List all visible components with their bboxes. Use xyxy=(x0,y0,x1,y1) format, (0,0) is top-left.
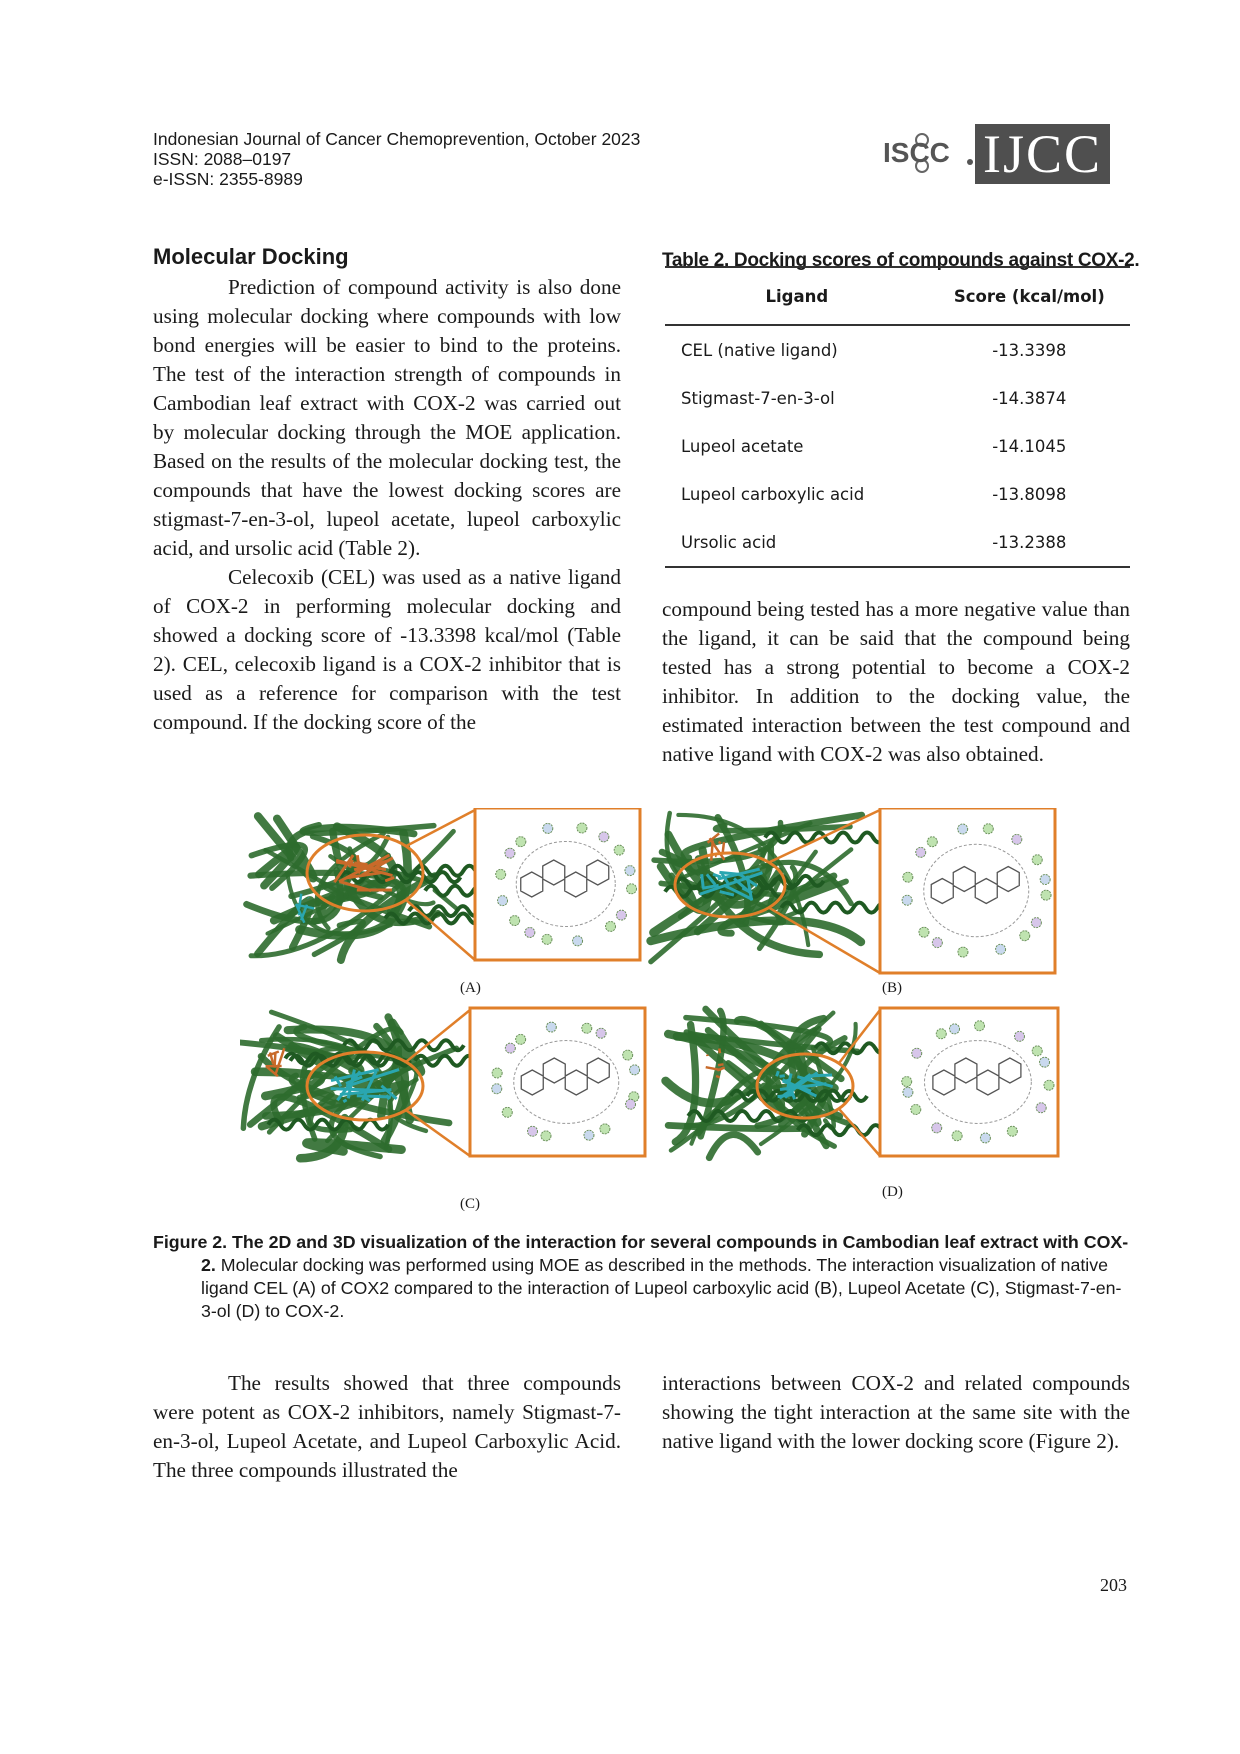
residue-circle xyxy=(912,1048,922,1058)
ligand-stick xyxy=(723,842,724,853)
ligand-cell: Ursolic acid xyxy=(665,518,929,567)
paragraph-3: compound being tested has a more negative value than the ligand, it can be said that the compound being tested has a strong potential to become a COX-2 inhibitor. In addition to the docking value, the estimated interaction between the test compound and native ligand with COX-2 was also obtained. xyxy=(662,597,1130,766)
residue-circle xyxy=(625,866,635,876)
residue-circle xyxy=(1012,834,1022,844)
residue-circle xyxy=(1036,1103,1046,1113)
residue-circle xyxy=(911,1104,921,1114)
ligand-stick xyxy=(718,842,720,843)
residue-circle xyxy=(919,927,929,937)
ligand-cell: Stigmast-7-en-3-ol xyxy=(681,388,835,408)
table-row xyxy=(665,470,1130,518)
residue-circle xyxy=(496,869,506,879)
table-header-score: Score (kcal/mol) xyxy=(929,267,1130,325)
page-number: 203 xyxy=(1100,1575,1127,1595)
residue-circle xyxy=(1031,918,1041,928)
figure-caption-lead: Figure 2. The 2D and 3D visualization of the interaction for several compounds in Cambodian leaf extract with COX-2. xyxy=(153,1232,1129,1275)
ligand-stick xyxy=(331,1089,384,1091)
score-cell: -14.3874 xyxy=(992,388,1067,408)
residue-circle xyxy=(952,1131,962,1141)
residue-circle xyxy=(573,936,583,946)
residue-circle xyxy=(902,895,912,905)
residue-circle xyxy=(599,832,609,842)
residue-circle xyxy=(614,845,624,855)
residue-circle xyxy=(630,1065,640,1075)
figure-caption xyxy=(153,1231,1130,1323)
paragraph-2: Celecoxib (CEL) was used as a native ligand of COX-2 in performing molecular docking and showed a docking score of -13.3398 kcal/mol (Table 2). CEL, celecoxib ligand is a COX-2 inhibitor that is used as a reference for comparison with the test compound. If the docking score of the xyxy=(153,565,621,734)
section-heading: Molecular Docking xyxy=(153,244,349,269)
residue-circle xyxy=(1007,1126,1017,1136)
ligand-stick xyxy=(702,874,704,888)
residue-circle xyxy=(525,927,535,937)
residue-circle xyxy=(577,823,587,833)
table-row xyxy=(665,374,1130,422)
ligand-stick xyxy=(780,1076,785,1077)
residue-circle xyxy=(958,947,968,957)
score-cell: -14.1045 xyxy=(992,436,1067,456)
iscc-logo-text: ISCC xyxy=(883,137,950,168)
residue-circle xyxy=(1040,874,1050,884)
residue-circle xyxy=(927,837,937,847)
panel-label-c: (C) xyxy=(460,1196,480,1212)
residue-circle xyxy=(626,1099,636,1109)
figure-2-graphic xyxy=(240,808,1070,1228)
paragraph-5: interactions between COX-2 and related compounds showing the tight interaction at the same site with the native ligand with the lower docking score (Figure 2). xyxy=(662,1371,1130,1453)
residue-circle xyxy=(498,896,508,906)
ligand-stick xyxy=(718,1064,723,1065)
table-row xyxy=(665,325,1130,374)
residue-circle xyxy=(996,944,1006,954)
residue-circle xyxy=(584,1130,594,1140)
paragraph-4: The results showed that three compounds were potent as COX-2 inhibitors, namely Stigmast-7-en-3-ol, Lupeol Acetate, and Lupeol Carboxylic Acid. The three compounds illustrated the xyxy=(153,1371,621,1482)
issn: ISSN: 2088–0197 xyxy=(153,149,292,169)
residue-circle xyxy=(958,824,968,834)
bottom-left-column xyxy=(153,1369,621,1485)
journal-title: Indonesian Journal of Cancer Chemoprevention, October 2023 xyxy=(153,129,641,149)
table-row xyxy=(665,422,1130,470)
residue-circle xyxy=(596,1028,606,1038)
residue-circle xyxy=(492,1084,502,1094)
residue-circle xyxy=(600,1124,610,1134)
ligand-stick xyxy=(343,1100,346,1102)
residue-circle xyxy=(541,1131,551,1141)
eissn: e-ISSN: 2355-8989 xyxy=(153,169,303,189)
ligand-cell: Lupeol acetate xyxy=(681,436,804,456)
ligand-stick xyxy=(809,1075,832,1076)
residue-circle xyxy=(974,1021,984,1031)
residue-circle xyxy=(950,1024,960,1034)
residue-circle xyxy=(546,1022,556,1032)
residue-circle xyxy=(1020,931,1030,941)
score-cell: -13.3398 xyxy=(992,340,1067,360)
ligand-cell: Lupeol carboxylic acid xyxy=(681,484,865,504)
panel-label-a: (A) xyxy=(460,980,481,996)
residue-circle xyxy=(902,1077,912,1087)
residue-circle xyxy=(1032,1046,1042,1056)
ligand-stick xyxy=(719,1048,720,1053)
table-row xyxy=(665,518,1130,567)
docking-table xyxy=(665,266,1130,568)
residue-circle xyxy=(528,1126,538,1136)
residue-circle xyxy=(516,837,526,847)
residue-circle xyxy=(903,1087,913,1097)
ligand-stick xyxy=(777,1071,779,1076)
bottom-right-column xyxy=(662,1369,1130,1456)
residue-circle xyxy=(1014,1031,1024,1041)
residue-circle xyxy=(983,824,993,834)
residue-circle xyxy=(505,1043,515,1053)
panel-label-b: (B) xyxy=(882,980,902,996)
residue-circle xyxy=(1032,855,1042,865)
residue-circle xyxy=(543,823,553,833)
ligand-cell: CEL (native ligand) xyxy=(681,340,838,360)
residue-circle xyxy=(606,921,616,931)
table-caption: Table 2. Docking scores of compounds against COX-2. xyxy=(662,250,1140,271)
panel-label-d: (D) xyxy=(882,1184,903,1200)
residue-circle xyxy=(1044,1080,1054,1090)
residue-circle xyxy=(616,910,626,920)
figure-caption-text: Molecular docking was performed using MOE as described in the methods. The interaction visualization of native ligand CEL (A) of COX2 compared to the interaction of Lupeol carboxylic acid (B), Lupeol Acetate (C), Stigmast-7-en-3-ol (D) to COX-2. xyxy=(201,1255,1122,1321)
residue-circle xyxy=(623,1050,633,1060)
iscc-logo xyxy=(880,122,976,182)
figure-2 xyxy=(240,808,1070,1228)
residue-circle xyxy=(582,1023,592,1033)
residue-circle xyxy=(542,934,552,944)
residue-circle xyxy=(916,847,926,857)
residue-circle xyxy=(932,938,942,948)
ligand-stick xyxy=(716,1076,720,1077)
residue-circle xyxy=(516,1034,526,1044)
right-column xyxy=(662,595,1130,769)
residue-circle xyxy=(627,884,637,894)
residue-circle xyxy=(1041,890,1051,900)
residue-circle xyxy=(932,1123,942,1133)
left-column xyxy=(153,273,621,737)
residue-circle xyxy=(980,1133,990,1143)
ligand-stick xyxy=(299,913,300,915)
ijcc-logo: IJCC xyxy=(975,124,1110,184)
score-cell: -13.2388 xyxy=(929,518,1130,567)
residue-circle xyxy=(505,848,515,858)
protein-ribbon xyxy=(668,1125,807,1128)
residue-circle xyxy=(903,872,913,882)
table-header-ligand: Ligand xyxy=(665,267,929,325)
residue-circle xyxy=(1040,1057,1050,1067)
residue-circle xyxy=(492,1068,502,1078)
ligand-stick xyxy=(357,855,358,862)
residue-circle xyxy=(510,916,520,926)
paragraph-1: Prediction of compound activity is also done using molecular docking where compounds with low bond energies will be easier to bind to the proteins. The test of the interaction strength of compounds in Cambodian leaf extract with COX-2 was carried out by molecular docking through the MOE application. Based on the results of the molecular docking test, the compounds that have the lowest docking scores are stigmast-7-en-3-ol, lupeol acetate, lupeol carboxylic acid, and ursolic acid (Table 2). xyxy=(153,275,621,560)
residue-circle xyxy=(936,1029,946,1039)
residue-circle xyxy=(502,1107,512,1117)
score-cell: -13.8098 xyxy=(992,484,1067,504)
ligand-stick xyxy=(711,840,713,860)
